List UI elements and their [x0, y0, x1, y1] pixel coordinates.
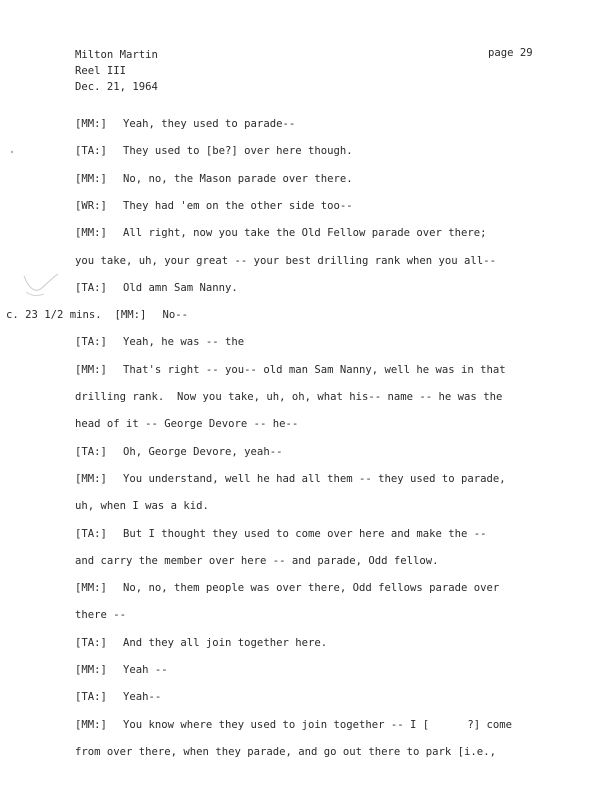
utterance-text: drilling rank. Now you take, uh, oh, what his-- name -- he was the	[75, 391, 503, 403]
reel-label: Reel III	[75, 65, 127, 77]
utterance-text: And they all join together here.	[123, 636, 328, 649]
utterance-text: You understand, well he had all them -- they used to parade,	[123, 472, 506, 485]
speaker-tag: [MM:]	[75, 472, 107, 485]
transcript-line	[75, 719, 512, 731]
transcript-line	[75, 746, 496, 758]
utterance-text: No, no, the Mason parade over there.	[123, 172, 353, 185]
speaker-tag: [MM:]	[75, 363, 107, 376]
utterance-text: Yeah --	[123, 664, 168, 676]
speaker-tag: [TA:]	[75, 145, 107, 158]
utterance-text: Yeah--	[123, 691, 162, 704]
speaker-tag: [MM:]	[75, 582, 107, 595]
speaker-tag: [MM:]	[75, 118, 107, 130]
transcript-line	[75, 255, 496, 267]
utterance-text: uh, when I was a kid.	[75, 500, 209, 513]
speaker-tag: [TA:]	[75, 527, 107, 540]
speaker-tag: [MM:]	[75, 227, 107, 240]
transcript-line	[75, 227, 487, 239]
utterance-text: You know where they used to join together -- I [ ?] come	[123, 718, 513, 731]
interviewee-name: Milton Martin	[75, 49, 158, 61]
transcript-line	[75, 582, 499, 594]
transcript-line	[75, 473, 506, 485]
transcript-line	[75, 336, 244, 348]
transcript-line	[75, 145, 353, 157]
interview-date: Dec. 21, 1964	[75, 81, 158, 93]
timestamp-note: c. 23 1/2 mins.	[6, 309, 115, 322]
speaker-tag: [MM:]	[75, 664, 107, 676]
speaker-tag: [MM:]	[75, 718, 107, 731]
speaker-tag: [TA:]	[75, 691, 107, 704]
utterance-text: They had 'em on the other side too--	[123, 199, 353, 212]
utterance-text: Oh, George Devore, yeah--	[123, 445, 283, 458]
speaker-tag: [WR:]	[75, 199, 107, 212]
utterance-text: All right, now you take the Old Fellow parade over there;	[123, 227, 487, 240]
transcript-line	[75, 637, 327, 649]
transcript-line	[75, 664, 168, 676]
transcript-line	[75, 691, 161, 703]
transcript-line	[75, 555, 439, 567]
utterance-text: from over there, when they parade, and go out there to park [i.e.,	[75, 745, 496, 758]
transcript-line	[75, 200, 353, 212]
utterance-text: Yeah, they used to parade--	[123, 118, 296, 130]
utterance-text: But I thought they used to come over here and make the --	[123, 527, 487, 540]
page-number: page 29	[488, 47, 533, 59]
utterance-text: Yeah, he was -- the	[123, 336, 245, 349]
transcript-line	[75, 528, 487, 540]
utterance-text: No--	[162, 309, 188, 322]
speaker-tag: [TA:]	[75, 281, 107, 294]
utterance-text: head of it -- George Devore -- he--	[75, 418, 299, 431]
transcript-line	[75, 609, 126, 621]
utterance-text: That's right -- you-- old man Sam Nanny, well he was in that	[123, 363, 506, 376]
speaker-tag: [MM:]	[114, 309, 147, 322]
transcript-line	[75, 391, 502, 403]
speaker-tag: [TA:]	[75, 445, 107, 458]
margin-dot-icon	[8, 148, 16, 156]
margin-scribble-icon	[20, 268, 62, 300]
utterance-text: They used to [be?] over here though.	[123, 145, 353, 158]
utterance-text: and carry the member over here -- and parade, Odd fellow.	[75, 554, 439, 567]
transcript-line	[75, 282, 238, 294]
speaker-tag: [TA:]	[75, 336, 107, 349]
transcript-line	[6, 309, 188, 321]
transcript-line	[75, 173, 353, 185]
utterance-text: Old amn Sam Nanny.	[123, 281, 238, 294]
transcript-line	[75, 500, 209, 512]
speaker-tag: [MM:]	[75, 172, 107, 185]
transcript-line	[75, 446, 282, 458]
utterance-text: there --	[75, 609, 127, 622]
utterance-text: No, no, them people was over there, Odd fellows parade over	[123, 582, 500, 595]
transcript-line	[75, 418, 298, 430]
transcript-line	[75, 118, 295, 130]
transcript-line	[75, 364, 506, 376]
speaker-tag: [TA:]	[75, 636, 107, 649]
utterance-text: you take, uh, your great -- your best drilling rank when you all--	[75, 254, 496, 267]
